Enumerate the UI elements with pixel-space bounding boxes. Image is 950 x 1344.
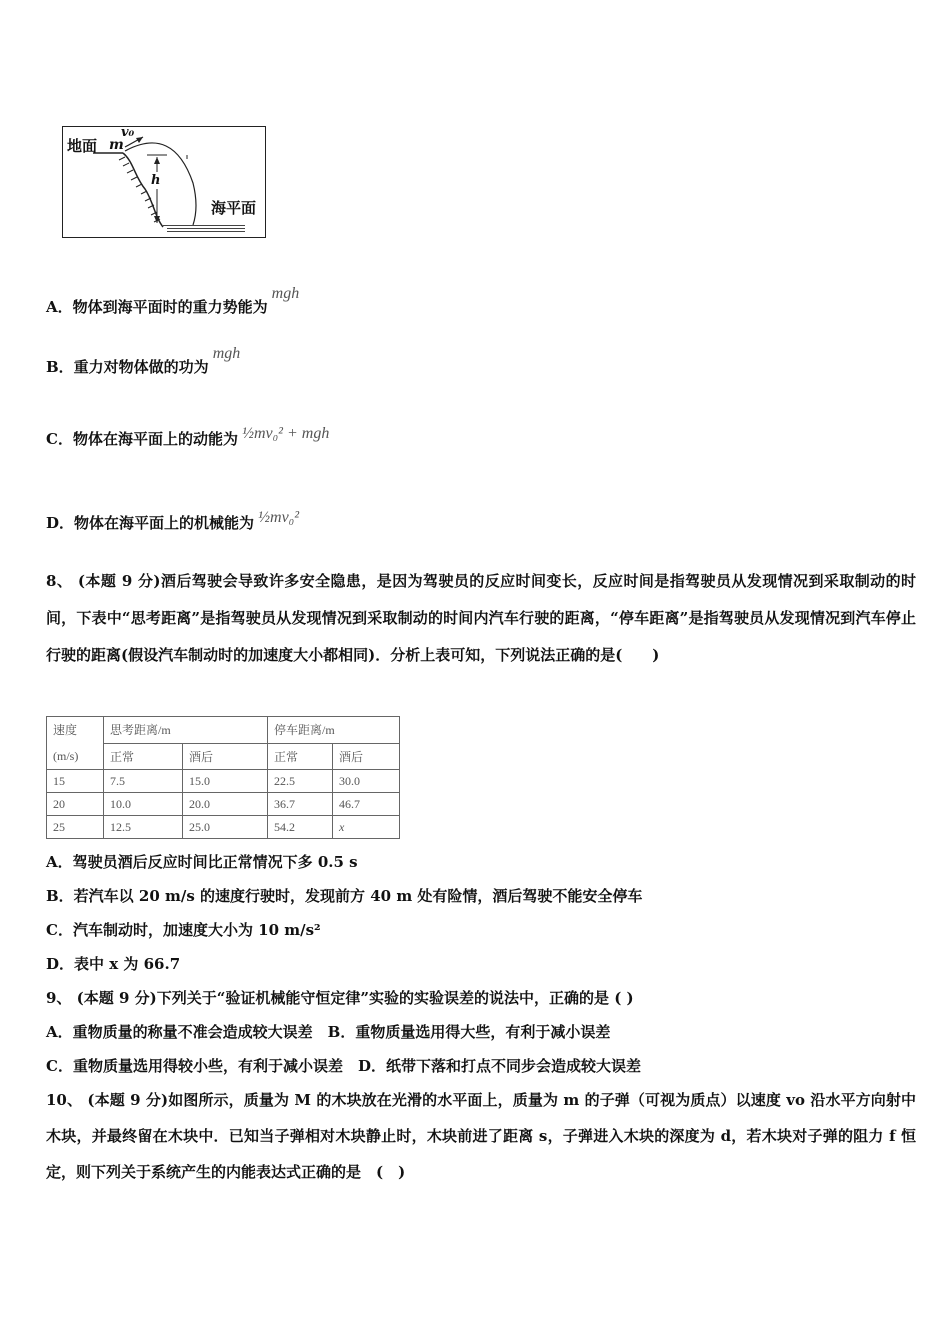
table-cell: 20.0	[183, 793, 268, 816]
height-label: h	[151, 173, 161, 188]
mass-label: m	[109, 137, 124, 153]
table-cell: 15	[47, 770, 104, 793]
table-cell: 30.0	[333, 770, 400, 793]
header-speed-label: 速度	[53, 723, 78, 737]
q8-stem: 8、 (本题 9 分)酒后驾驶会导致许多安全隐患，是因为驾驶员的反应时间变长，反应时间是指驾驶员从发现情况到采取制动的时间，下表中“思考距离”是指驾驶员从发现情况到采取制动的时间内汽车行驶的距离，“停车距离”是指驾驶员从发现情况到汽车停止行驶的距离(假设汽车制动时的加速度大小都相同)．分析上表可知，下列说法正确的是( )	[46, 572, 916, 664]
table-cell: 25.0	[183, 816, 268, 839]
formula: ½mv₀² + mgh	[241, 425, 330, 442]
option-text: D．物体在海平面上的机械能为	[46, 514, 255, 532]
table-cell: x	[333, 816, 400, 839]
q8-option-d: D．表中 x 为 66.7	[46, 955, 181, 973]
option-text: A．物体到海平面时的重力势能为	[46, 298, 268, 316]
q9-options-ab: A．重物质量的称量不准会造成较大误差 B．重物质量选用得大些，有利于减小误差	[46, 1023, 611, 1041]
q8-option-b: B．若汽车以 20 m/s 的速度行驶时，发现前方 40 m 处有险情，酒后驾驶不能安全停车	[46, 887, 643, 905]
table-cell: 22.5	[268, 770, 333, 793]
header-drunk: 酒后	[183, 743, 268, 770]
option-text: C．物体在海平面上的动能为	[46, 430, 238, 448]
sea-level-label: 海平面	[211, 199, 257, 217]
q9-options-cd: C．重物质量选用得较小些，有利于减小误差 D．纸带下落和打点不同步会造成较大误差	[46, 1057, 641, 1075]
table-row	[47, 816, 400, 839]
table-cell: 36.7	[268, 793, 333, 816]
table-cell: 15.0	[183, 770, 268, 793]
table-row	[47, 717, 400, 744]
ground-label: 地面	[67, 137, 98, 155]
formula: mgh	[271, 285, 300, 302]
formula: mgh	[212, 345, 241, 362]
table-cell: 20	[47, 793, 104, 816]
table-cell: 7.5	[104, 770, 183, 793]
q7-option-c	[46, 425, 330, 449]
table-row	[47, 770, 400, 793]
q7-option-a	[46, 285, 300, 317]
header-speed-unit: (m/s)	[53, 749, 79, 763]
option-text: B．重力对物体做的功为	[46, 358, 209, 376]
q7-option-d	[46, 509, 300, 533]
table-cell: 12.5	[104, 816, 183, 839]
q9-stem: 9、 (本题 9 分)下列关于“验证机械能守恒定律”实验的实验误差的说法中，正确的是 ( )	[46, 989, 634, 1007]
header-think: 思考距离/m	[104, 717, 268, 744]
velocity-label: v₀	[121, 125, 135, 140]
q8-option-a: A．驾驶员酒后反应时间比正常情况下多 0.5 s	[46, 853, 358, 871]
formula: ½mv₀²	[258, 509, 300, 526]
header-drunk: 酒后	[333, 743, 400, 770]
distance-table	[46, 716, 400, 839]
q10-stem: 10、 (本题 9 分)如图所示，质量为 M 的木块放在光滑的水平面上，质量为 m 的子弹（可视为质点）以速度 vo 沿水平方向射中木块，并最终留在木块中．已知当子弹相对木块静止时，木块前进了距离 s，子弹进入木块的深度为 d，若木块对子弹的阻力 f 恒定，则下列关于系统产生的内能表达式正确的是 ( )	[46, 1091, 916, 1181]
q7-option-b	[46, 345, 241, 377]
header-normal: 正常	[268, 743, 333, 770]
cliff-figure	[62, 126, 266, 238]
header-stop: 停车距离/m	[268, 717, 400, 744]
table-cell: 46.7	[333, 793, 400, 816]
header-normal: 正常	[104, 743, 183, 770]
table-cell: 10.0	[104, 793, 183, 816]
table-row	[47, 793, 400, 816]
table-cell: 54.2	[268, 816, 333, 839]
header-speed	[47, 717, 104, 770]
q8-option-c: C．汽车制动时，加速度大小为 10 m/s²	[46, 921, 321, 939]
table-cell: 25	[47, 816, 104, 839]
